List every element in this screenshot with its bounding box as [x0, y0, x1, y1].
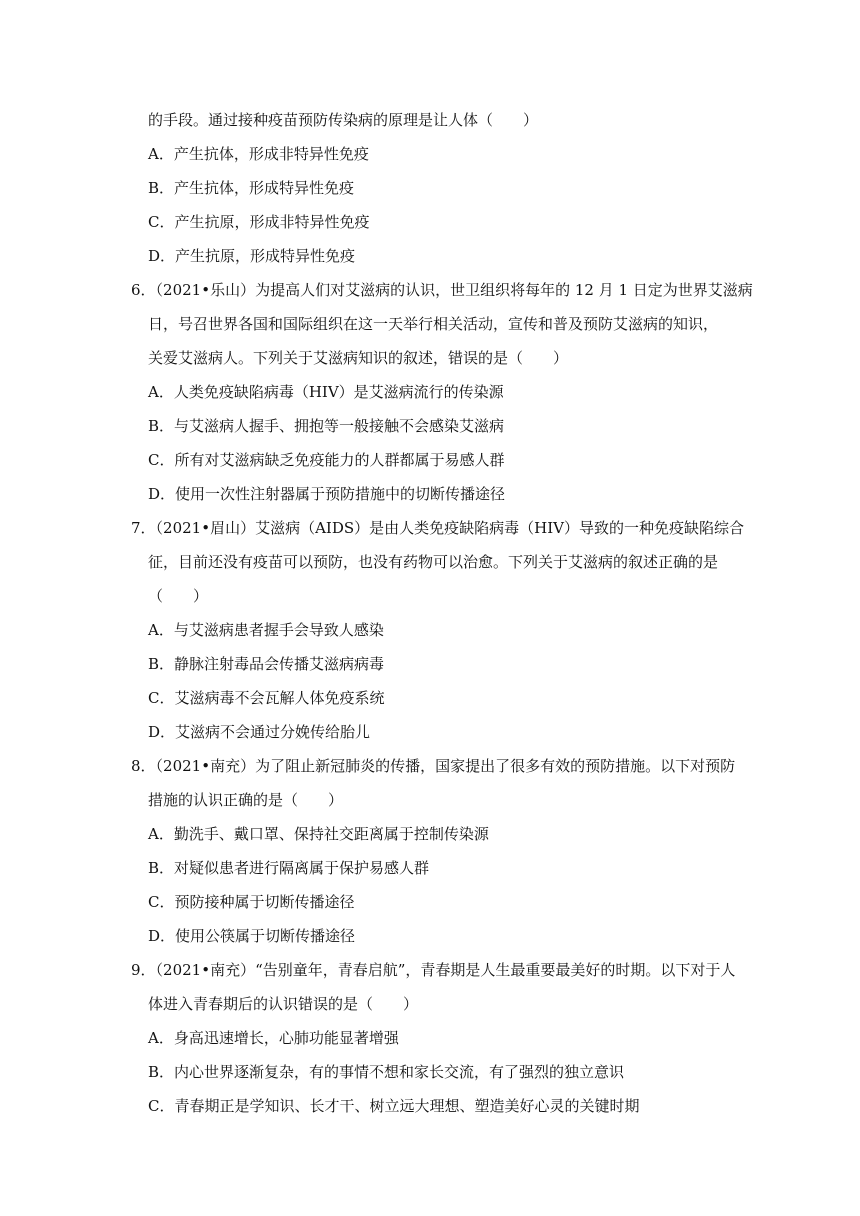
- q8-option-b: B．对疑似患者进行隔离属于保护易感人群: [148, 859, 430, 877]
- q5-option-c: C．产生抗原，形成非特异性免疫: [148, 213, 370, 231]
- q9-stem-line-1: 9．（2021•南充）“告别童年，青春启航”，青春期是人生最重要最美好的时期。以下对于人: [131, 961, 736, 979]
- q8-option-d: D．使用公筷属于切断传播途径: [148, 927, 356, 945]
- q6-option-b: B．与艾滋病人握手、拥抱等一般接触不会感染艾滋病: [148, 417, 505, 435]
- q7-stem-line-3: （ ）: [148, 587, 209, 605]
- q5-option-b: B．产生抗体，形成特异性免疫: [148, 179, 355, 197]
- q9-option-c: C．青春期正是学知识、长才干、树立远大理想、塑造美好心灵的关键时期: [148, 1097, 640, 1115]
- q6-option-d: D．使用一次性注射器属于预防措施中的切断传播途径: [148, 485, 506, 503]
- q8-option-c: C．预防接种属于切断传播途径: [148, 893, 355, 911]
- q6-option-a: A．人类免疫缺陷病毒（HIV）是艾滋病流行的传染源: [148, 383, 504, 401]
- q6-stem-line-3: 关爱艾滋病人。下列关于艾滋病知识的叙述，错误的是（ ）: [148, 349, 569, 367]
- q7-stem-line-1: 7．（2021•眉山）艾滋病（AIDS）是由人类免疫缺陷病毒（HIV）导致的一种免疫缺陷综合: [131, 519, 744, 537]
- q7-option-a: A．与艾滋病患者握手会导致人感染: [148, 621, 384, 639]
- q9-stem-line-2: 体进入青春期后的认识错误的是（ ）: [148, 995, 419, 1013]
- q8-stem-line-2: 措施的认识正确的是（ ）: [148, 791, 344, 809]
- q6-stem-line-1: 6．（2021•乐山）为提高人们对艾滋病的认识，世卫组织将每年的 12 月 1 日定为世界艾滋病: [131, 281, 753, 299]
- q6-option-c: C．所有对艾滋病缺乏免疫能力的人群都属于易感人群: [148, 451, 505, 469]
- q8-option-a: A．勤洗手、戴口罩、保持社交距离属于控制传染源: [148, 825, 489, 843]
- q7-option-b: B．静脉注射毒品会传播艾滋病病毒: [148, 655, 385, 673]
- q7-option-c: C．艾滋病毒不会瓦解人体免疫系统: [148, 689, 385, 707]
- q5-option-d: D．产生抗原，形成特异性免疫: [148, 247, 356, 265]
- q8-stem-line-1: 8．（2021•南充）为了阻止新冠肺炎的传播，国家提出了很多有效的预防措施。以下对预防: [131, 757, 736, 775]
- q6-stem-line-2: 日，号召世界各国和国际组织在这一天举行相关活动，宣传和普及预防艾滋病的知识，: [148, 315, 719, 333]
- q9-option-a: A．身高迅速增长，心肺功能显著增强: [148, 1029, 399, 1047]
- q9-option-b: B．内心世界逐渐复杂，有的事情不想和家长交流，有了强烈的独立意识: [148, 1063, 625, 1081]
- q7-stem-line-2: 征，目前还没有疫苗可以预防，也没有药物可以治愈。下列关于艾滋病的叙述正确的是: [148, 553, 719, 571]
- q5-stem-tail: 的手段。通过接种疫苗预防传染病的原理是让人体（ ）: [148, 111, 539, 129]
- q7-option-d: D．艾滋病不会通过分娩传给胎儿: [148, 723, 371, 741]
- q5-option-a: A．产生抗体，形成非特异性免疫: [148, 145, 369, 163]
